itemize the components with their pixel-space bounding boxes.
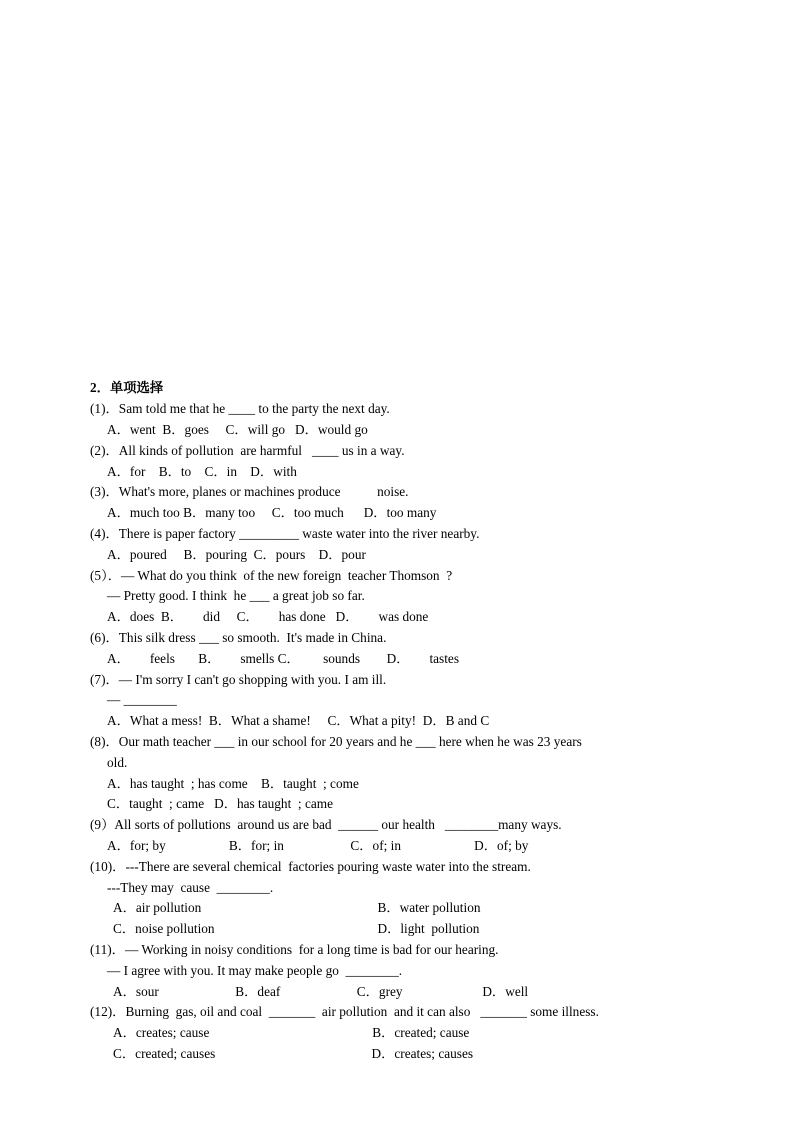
- options-9: A．for; by B．for; in C．of; in D．of; by: [107, 838, 529, 853]
- options-7: A．What a mess! B．What a shame! C．What a pity! D．B and C: [107, 713, 490, 728]
- question-8: (8)．Our math teacher ___ in our school for 20 years and he ___ here when he was 23 years: [90, 734, 582, 749]
- question-8-cont: old.: [107, 755, 128, 770]
- options-10a: A．air pollution B．water pollution: [113, 900, 481, 915]
- question-2: (2)．All kinds of pollution are harmful ____ us in a way.: [90, 443, 405, 458]
- question-7: (7)．— I'm sorry I can't go shopping with you. I am ill.: [90, 672, 387, 687]
- options-2: A．for B．to C．in D．with: [107, 464, 297, 479]
- options-12a: A．creates; cause B．created; cause: [113, 1025, 470, 1040]
- question-7-reply: — ________: [107, 692, 177, 707]
- options-10b: C．noise pollution D．light pollution: [113, 921, 480, 936]
- question-6: (6)．This silk dress ___ so smooth. It's made in China.: [90, 630, 387, 645]
- question-10: (10)．---There are several chemical factories pouring waste water into the stream.: [90, 859, 531, 874]
- options-8b: C．taught ; came D．has taught ; came: [107, 796, 333, 811]
- options-6: A． feels B． smells C． sounds D． tastes: [107, 651, 459, 666]
- options-1: A．went B．goes C．will go D．would go: [107, 422, 368, 437]
- question-11: (11)．— Working in noisy conditions for a long time is bad for our hearing.: [90, 942, 499, 957]
- question-4: (4)．There is paper factory _________ waste water into the river nearby.: [90, 526, 480, 541]
- options-4: A．poured B．pouring C．pours D．pour: [107, 547, 366, 562]
- options-12b: C．created; causes D．creates; causes: [113, 1046, 474, 1061]
- question-5: (5）．— What do you think of the new foreign teacher Thomson ?: [90, 568, 453, 583]
- options-8a: A．has taught ; has come B．taught ; come: [107, 776, 359, 791]
- options-5: A．does B． did C． has done D． was done: [107, 609, 429, 624]
- options-11: A．sour B．deaf C．grey D．well: [113, 984, 529, 999]
- question-5-reply: — Pretty good. I think he ___ a great job so far.: [107, 588, 365, 603]
- question-12: (12)．Burning gas, oil and coal _______ air pollution and it can also _______ some illness.: [90, 1004, 599, 1019]
- question-11-reply: — I agree with you. It may make people go ________.: [107, 963, 403, 978]
- question-3: (3)．What's more, planes or machines produce noise.: [90, 484, 409, 499]
- options-3: A．much too B．many too C．too much D．too many: [107, 505, 437, 520]
- question-9: (9）All sorts of pollutions around us are bad ______ our health ________many ways.: [90, 817, 562, 832]
- section-title: 2．单项选择: [90, 380, 164, 395]
- question-10-reply: ---They may cause ________.: [107, 880, 274, 895]
- question-1: (1)．Sam told me that he ____ to the party the next day.: [90, 401, 390, 416]
